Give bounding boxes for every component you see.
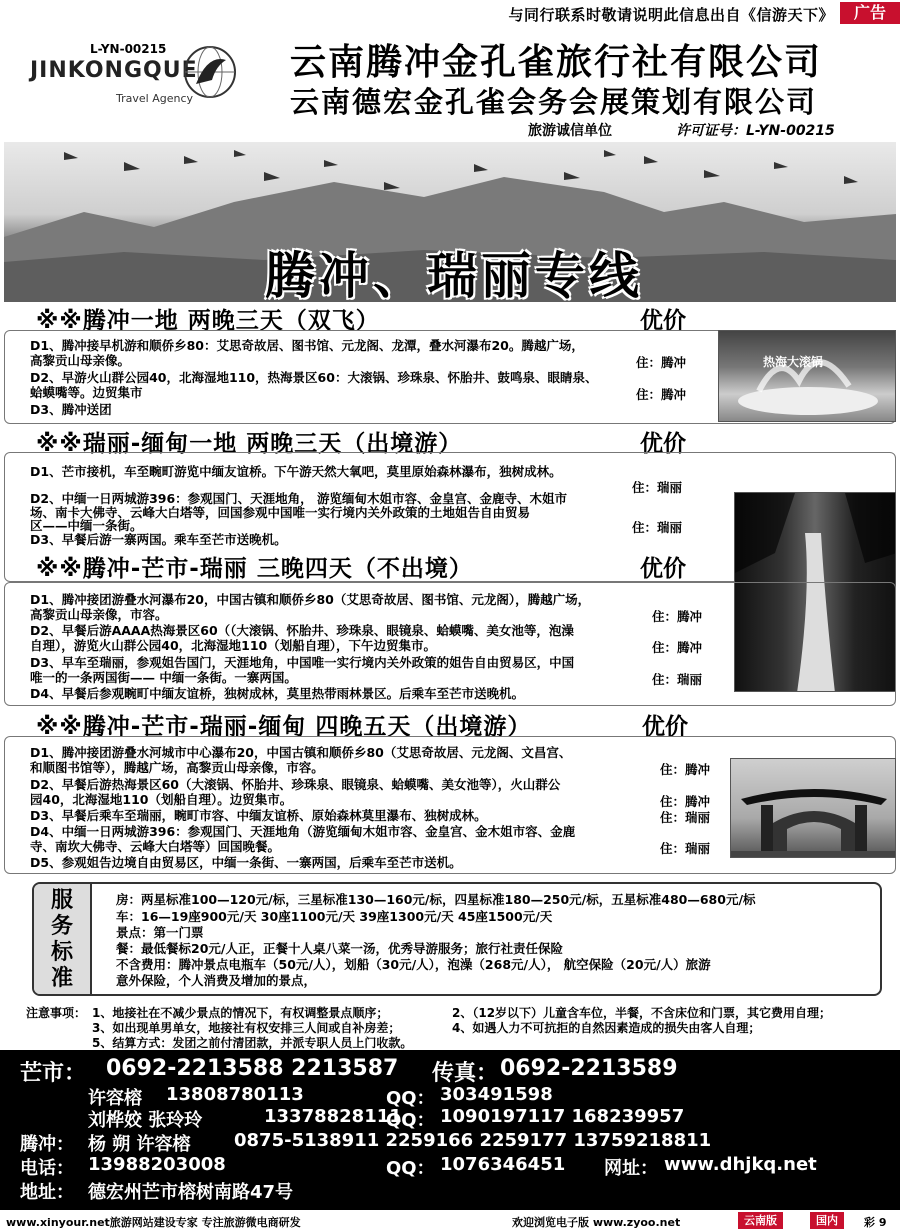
mangshi-phone: 0692-2213588 2213587 (106, 1056, 399, 1081)
route-title-4: ※※腾冲-芒市-瑞丽-缅甸 四晚五天（出境游） (36, 714, 532, 740)
route-title-3: ※※腾冲-芒市-瑞丽 三晚四天（不出境） (36, 556, 473, 582)
note-item: 1、地接社在不减少景点的情况下，有权调整景点顺序； (92, 1006, 389, 1020)
contact-phone-2: 13378828111 (264, 1106, 402, 1127)
note-item: 4、如遇人力不可抗拒的自然因素造成的损失由客人自理； (452, 1021, 761, 1035)
itinerary-line: 高黎贡山母亲像，市容。 (30, 607, 168, 622)
tengchong-persons: 杨 朔 许容榕 (88, 1134, 191, 1155)
contact-qq-2: 1090197117 168239957 (440, 1106, 685, 1127)
service-line-meal: 餐：最低餐标20元/人正，正餐十人桌八菜一汤，优秀导游服务；旅行社责任保险 (116, 941, 563, 956)
route-title-1: ※※腾冲一地 两晚三天（双飞） (36, 308, 380, 334)
itinerary-line: D4、早餐后参观畹町中缅友谊桥，独树成林，莫里热带雨林景区。后乘车至芒市送晚机。 (30, 686, 525, 701)
service-line-excluded-cont: 意外保险，个人消费及增加的景点， (116, 973, 317, 988)
itinerary-line: D3、早餐后乘车至瑞丽，畹町市容、中缅友谊桥、原始森林莫里瀑布、独树成林。 (30, 808, 487, 823)
stay-label: 住：瑞丽 (652, 672, 703, 687)
stay-label: 住：腾冲 (652, 609, 703, 624)
stay-label: 住：腾冲 (636, 387, 687, 402)
note-item: 5、结算方式：发团之前付清团款，并派专职人员上门收款。 (92, 1036, 413, 1050)
tengchong-label: 腾冲： (20, 1134, 74, 1155)
route-price-2: 优价 (640, 431, 686, 457)
page-number: 彩 9 (864, 1216, 887, 1229)
itinerary-line: 寺、南坎大佛寺、云峰大白塔等）回国晚餐。 (30, 839, 281, 854)
itinerary-line: D1、腾冲接早机游和顺侨乡80：艾思奇故居、图书馆、元龙阁、龙潭，叠水河瀑布20。腾越广场， (30, 338, 584, 353)
itinerary-line: 园40，北海湿地110（划船自理）。边贸集市。 (30, 792, 293, 807)
stay-label: 住：腾冲 (652, 640, 703, 655)
qq-label: QQ： (386, 1088, 435, 1109)
company-logo (30, 36, 240, 116)
notes-label: 注意事项： (26, 1006, 87, 1020)
itinerary-line: D4、中缅一日两城游396：参观国门、天涯地角（游览缅甸木姐市容、金皇宫、金木姐市容、金鹿 (30, 824, 576, 839)
contact-qq-1: 303491598 (440, 1084, 553, 1105)
itinerary-line: 区——中缅一条街。 (30, 518, 143, 533)
itinerary-line: D2、早游火山群公园40，北海湿地110，热海景区60：大滚锅、珍珠泉、怀胎井、鼓鸣泉、眼睛泉、 (30, 370, 598, 385)
fax-label: 传真： (432, 1061, 499, 1086)
company-name-primary: 云南腾冲金孔雀旅行社有限公司 (290, 41, 823, 83)
itinerary-line: 唯一的一条两国街—— 中缅一条街。一寨两国。 (30, 670, 297, 685)
footer (0, 1212, 900, 1230)
stay-label: 住：瑞丽 (660, 810, 711, 825)
photo-caption: 热海大滚锅 (763, 355, 824, 369)
itinerary-line: D2、早餐后游热海景区60（大滚锅、怀胎井、珍珠泉、眼镜泉、蛤蟆嘴、美女池等），火山群公 (30, 777, 561, 792)
credit-unit: 旅游诚信单位 (528, 123, 612, 139)
tel-qq: 1076346451 (440, 1154, 566, 1175)
footer-mid-text[interactable]: 欢迎浏览电子版 www.zyoo.net (512, 1216, 681, 1229)
hot-spring-illustration (719, 331, 896, 422)
stay-label: 住：腾冲 (660, 794, 711, 809)
itinerary-line: D3、早餐后游一寨两国。乘车至芒市送晚机。 (30, 532, 287, 547)
domestic-badge: 国内 (810, 1212, 844, 1229)
itinerary-line: D2、早餐后游AAAA热海景区60（（大滚锅、怀胎井、珍珠泉、眼镜泉、蛤蟆嘴、美女池等，泡澡 (30, 623, 574, 638)
contact-person-1: 许容榕 (88, 1088, 142, 1109)
itinerary-line: D3、腾冲送团 (30, 402, 112, 417)
footer-left-text[interactable]: www.xinyour.net旅游网站建设专家 专注旅游微电商研发 (6, 1216, 301, 1229)
service-line-ticket: 景点：第一门票 (116, 925, 204, 940)
source-notice: 与同行联系时敬请说明此信息出自《信游天下》 (508, 6, 834, 24)
web-label: 网址： (604, 1158, 658, 1179)
itinerary-line: 和顺图书馆等），腾越广场，高黎贡山母亲像，市容。 (30, 760, 324, 775)
globe-peacock-icon (182, 44, 238, 100)
itinerary-line: 高黎贡山母亲像。 (30, 353, 131, 368)
qq-label: QQ： (386, 1110, 435, 1131)
tel-label: 电话： (20, 1158, 74, 1179)
addr-label: 地址： (20, 1182, 74, 1203)
archway-illustration (731, 759, 896, 858)
contact-block (0, 1050, 900, 1210)
stay-label: 住：瑞丽 (632, 520, 683, 535)
permit-number: 许可证号：L-YN-00215 (676, 123, 835, 139)
service-line-excluded: 不含费用：腾冲景点电瓶车（50元/人），划船（30元/人），泡澡（268元/人）， 航空保险（20元/人）旅游 (116, 957, 711, 972)
route-title-2: ※※瑞丽-缅甸一地 两晚三天（出境游） (36, 431, 463, 457)
service-line-room: 房：两星标准100—120元/标，三星标准130—160元/标，四星标准180—250元/标，五星标准480—680元/标 (116, 892, 756, 907)
web-address[interactable]: www.dhjkq.net (664, 1154, 817, 1175)
logo-subbrand: Travel Agency (116, 92, 193, 105)
route-price-3: 优价 (640, 556, 686, 582)
service-line-car: 车：16—19座900元/天 30座1100元/天 39座1300元/天 45座1500元/天 (116, 909, 553, 924)
service-label-char: 标 (50, 940, 73, 965)
service-label-char: 服 (50, 888, 73, 913)
banner-title: 腾冲、瑞丽专线 (265, 247, 643, 302)
itinerary-line: D2、中缅一日两城游396：参观国门、天涯地角， 游览缅甸木姐市容、金皇宫、金鹿寺、木姐市 (30, 491, 568, 506)
note-item: 3、如出现单男单女，地接社有权安排三人间或自补房差； (92, 1021, 401, 1035)
fax-number: 0692-2213589 (500, 1056, 678, 1081)
route-price-4: 优价 (642, 714, 688, 740)
contact-phone-1: 13808780113 (166, 1084, 304, 1105)
contact-persons-2: 刘桦姣 张玲玲 (88, 1110, 203, 1131)
mangshi-label: 芒市： (20, 1061, 87, 1086)
hot-spring-photo (718, 330, 896, 422)
stay-label: 住：瑞丽 (660, 841, 711, 856)
archway-photo (730, 758, 896, 858)
tel-number: 13988203008 (88, 1154, 226, 1175)
ad-badge: 广告 (840, 2, 900, 24)
itinerary-line: 自理），游览火山群公园40，北海湿地110（划船自理），下午边贸集市。 (30, 638, 436, 653)
itinerary-line: 蛤蟆嘴等。边贸集市 (30, 385, 143, 400)
stay-label: 住：瑞丽 (632, 480, 683, 495)
address: 德宏州芒市榕树南路47号 (88, 1182, 294, 1203)
company-name-secondary: 云南德宏金孔雀会务会展策划有限公司 (290, 85, 818, 119)
stay-label: 住：腾冲 (636, 355, 687, 370)
edition-badge: 云南版 (738, 1212, 783, 1229)
service-standard-label (34, 884, 92, 994)
service-label-char: 务 (50, 914, 73, 939)
route-price-1: 优价 (640, 308, 686, 334)
itinerary-line: 场、南卡大佛寺、云峰大白塔等，回国参观中国唯一实行境内关外政策的土地姐告自由贸易 (30, 505, 531, 520)
banner (4, 142, 896, 302)
qq-label: QQ： (386, 1158, 435, 1179)
logo-brand: JINKONGQUE (30, 58, 198, 83)
itinerary-line: D1、腾冲接团游叠水河瀑布20，中国古镇和顺侨乡80（艾思奇故居、图书馆、元龙阁），腾越广场， (30, 592, 591, 607)
itinerary-line: D5、参观姐告边境自由贸易区，中缅一条街、一寨两国，后乘车至芒市送机。 (30, 855, 462, 870)
note-item: 2、（12岁以下）儿童含车位，半餐，不含床位和门票，其它费用自理； (452, 1006, 832, 1020)
logo-license: L-YN-00215 (90, 42, 167, 56)
service-label-char: 准 (50, 966, 73, 991)
itinerary-line: D1、腾冲接团游叠水河城市中心瀑布20，中国古镇和顺侨乡80（艾思奇故居、元龙阁、文昌宫、 (30, 745, 572, 760)
tengchong-phones: 0875-5138911 2259166 2259177 13759218811 (234, 1130, 712, 1151)
header (0, 28, 900, 140)
itinerary-line: D1、芒市接机，车至畹町游览中缅友谊桥。下午游天然大氧吧，莫里原始森林瀑布，独树成林。 (30, 464, 562, 479)
stay-label: 住：腾冲 (660, 762, 711, 777)
top-notice-bar (0, 0, 900, 26)
itinerary-line: D3、早车至瑞丽，参观姐告国门，天涯地角，中国唯一实行境内关外政策的姐告自由贸易区，中国 (30, 655, 575, 670)
